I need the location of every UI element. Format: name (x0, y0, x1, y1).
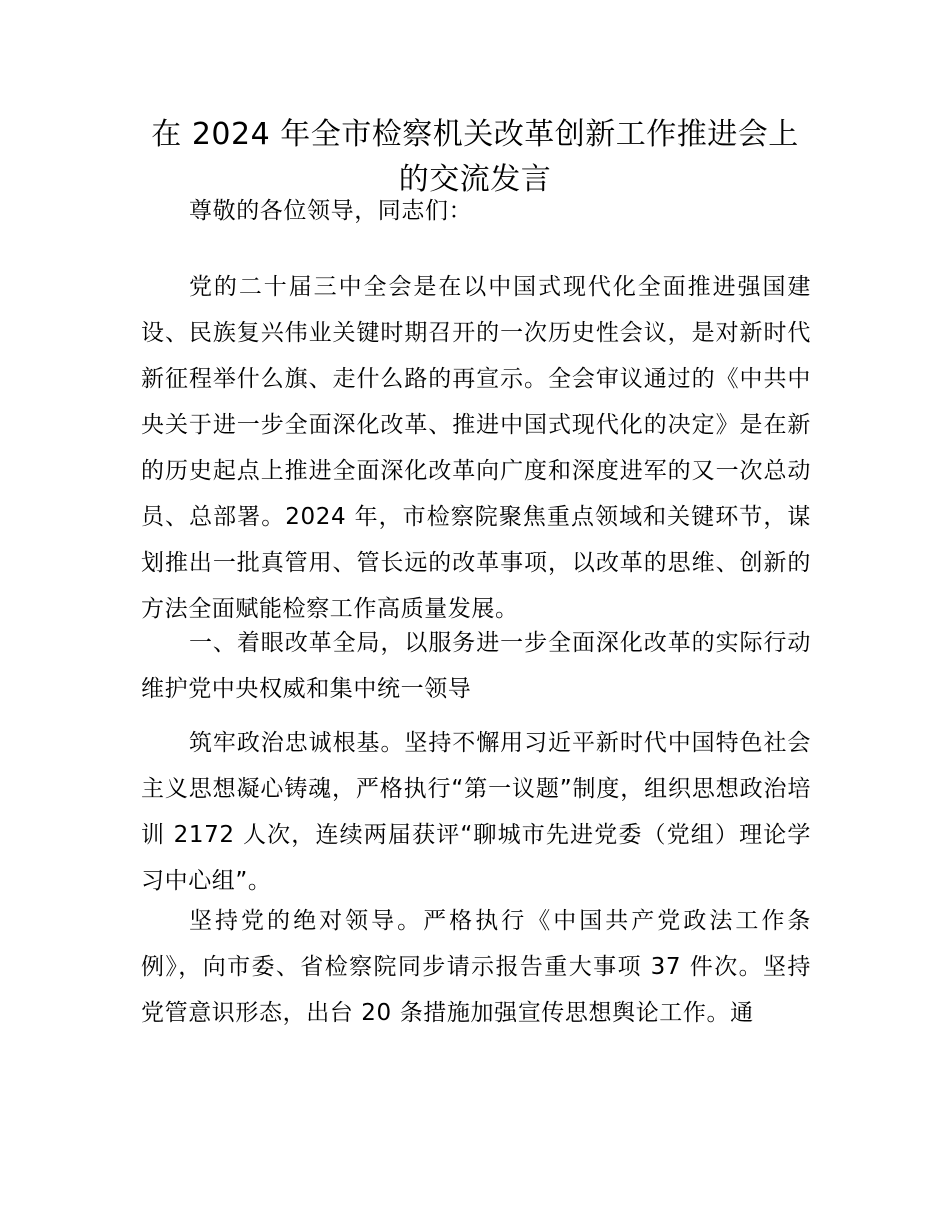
paragraph-party-leadership: 坚持党的绝对领导。严格执行《中国共产党政法工作条例》，向市委、省检察院同步请示报告重大事项 37 件次。坚持党管意识形态，出台 20 条措施加强宣传思想舆论工作。通 (141, 908, 811, 1026)
paragraph-intro: 党的二十届三中全会是在以中国式现代化全面推进强国建设、民族复兴伟业关键时期召开的一次历史性会议，是对新时代新征程举什么旗、走什么路的再宣示。全会审议通过的《中共中央关于进一步全面深化改革、推进中国式现代化的决定》是在新的历史起点上推进全面深化改革向广度和深度进军的又一次总动员、总部署。2024 年，市检察院聚焦重点领域和关键环节，谋划推出一批真管用、管长远的改革事项，以改革的思维、创新的方法全面赋能检察工作高质量发展。 (141, 274, 811, 622)
paragraph-political-loyalty: 筑牢政治忠诚根基。坚持不懈用习近平新时代中国特色社会主义思想凝心铸魂，严格执行“第一议题”制度，组织思想政治培训 2172 人次，连续两届获评“聊城市先进党委（党组）理论学习中心组”。 (141, 730, 811, 894)
section-heading-1: 一、着眼改革全局，以服务进一步全面深化改革的实际行动维护党中央权威和集中统一领导 (141, 630, 811, 702)
document-title: 在 2024 年全市检察机关改革创新工作推进会上的交流发言 (151, 117, 799, 197)
salutation: 尊敬的各位领导，同志们： (189, 198, 473, 224)
